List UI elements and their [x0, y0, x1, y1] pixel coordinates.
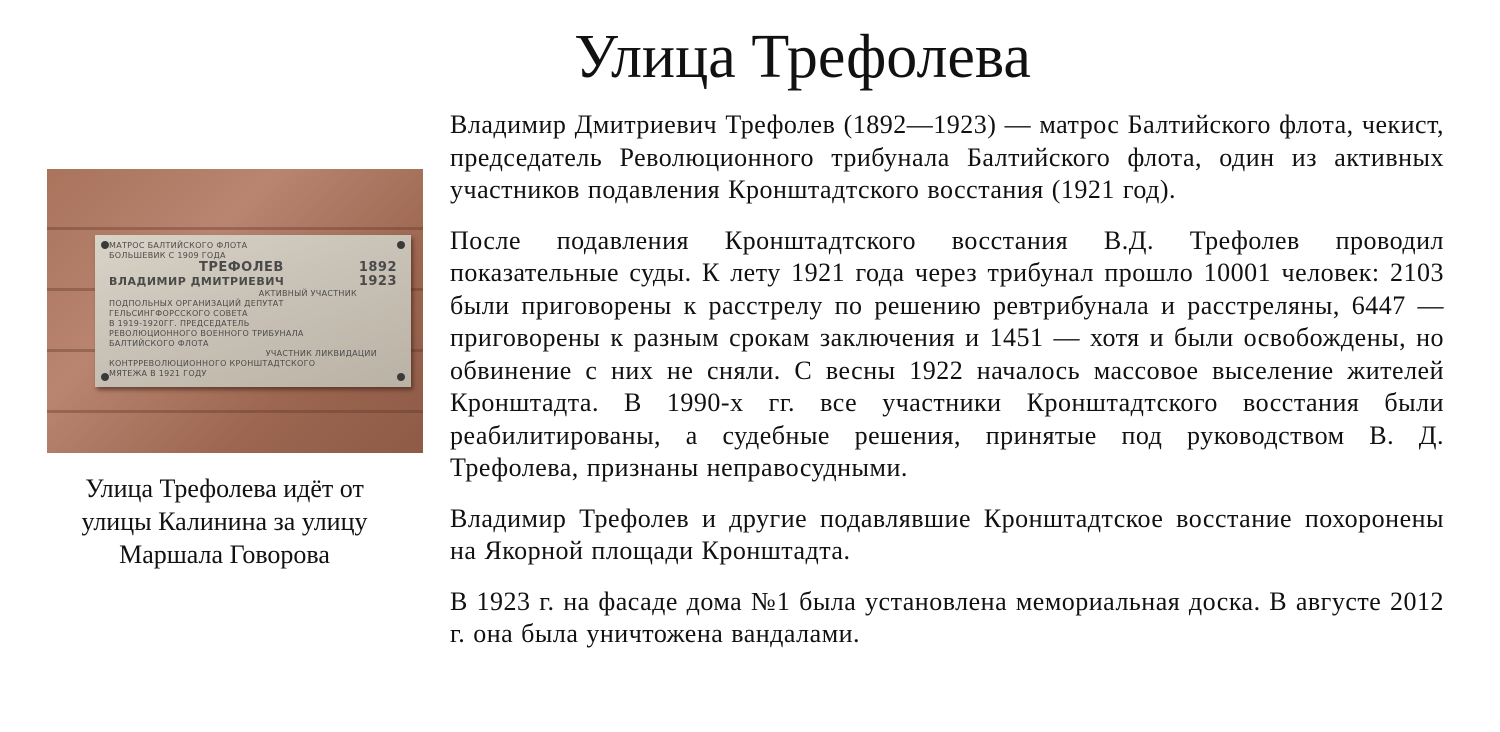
plaque-line: КОНТРРЕВОЛЮЦИОННОГО КРОНШТАДТСКОГО: [109, 359, 316, 368]
plaque-line: МЯТЕЖА В 1921 ГОДУ: [109, 369, 207, 378]
memorial-plaque: [95, 235, 411, 387]
plaque-bolt: [397, 241, 405, 249]
paragraph: Владимир Дмитриевич Трефолев (1892—1923) — матрос Балтийского флота, чекист, председатель Революционного трибунала Балтийского флота, один из активных участников подавления Кронштадтского восстания (1921 год).: [450, 110, 1444, 204]
figure-caption: Улица Трефолева идёт от улицы Калинина за улицу Маршала Говорова: [81, 474, 368, 569]
paragraph: В 1923 г. на фасаде дома №1 была установлена мемориальная доска. В августе 2012 г. она была уничтожена вандалами.: [450, 586, 1444, 648]
plaque-surname: ТРЕФОЛЕВ: [199, 260, 284, 275]
plaque-bolt: [101, 373, 109, 381]
plaque-line: РЕВОЛЮЦИОННОГО ВОЕННОГО ТРИБУНАЛА: [109, 329, 304, 338]
plaque-line: АКТИВНЫЙ УЧАСТНИК: [258, 289, 357, 298]
memorial-plaque-photo: [47, 169, 423, 453]
plaque-year-start: 1892: [358, 260, 397, 275]
plaque-line: БАЛТИЙСКОГО ФЛОТА: [109, 339, 209, 348]
plaque-bolt: [101, 241, 109, 249]
plaque-line: В 1919-1920ГГ. ПРЕДСЕДАТЕЛЬ: [109, 319, 250, 328]
plaque-name: ВЛАДИМИР ДМИТРИЕВИЧ: [109, 275, 285, 288]
plaque-line: ГЕЛЬСИНГФОРССКОГО СОВЕТА: [109, 309, 248, 318]
plaque-line: БОЛЬШЕВИК С 1909 ГОДА: [109, 251, 226, 260]
paragraph: Владимир Трефолев и другие подавлявшие Кронштадтское восстание похоронены на Якорной площади Кронштадта.: [450, 503, 1444, 565]
plaque-line: ПОДПОЛЬНЫХ ОРГАНИЗАЦИЙ ДЕПУТАТ: [109, 299, 284, 308]
article-body: [450, 109, 1444, 669]
plaque-bolt: [397, 373, 405, 381]
plaque-line: УЧАСТНИК ЛИКВИДАЦИИ: [265, 349, 377, 358]
page-title: Улица Трефолева: [574, 23, 1031, 91]
paragraph: После подавления Кронштадтского восстания В.Д. Трефолев проводил показательные суды. К лету 1921 года через трибунал прошло 10001 человек: 2103 были приговорены к расстрелу по решению ревтрибунала и расстреляны, 6447 — приговорены к разным срокам заключения и 1451 — хотя и были освобождены, но обвинение с них не сняли. С весны 1922 началось массовое выселение жителей Кронштадта. В 1990-х гг. все участники Кронштадтского восстания были реабилитированы, а судебные решения, принятые под руководством В. Д. Трефолева, признаны неправосудными.: [450, 225, 1444, 482]
plaque-line: МАТРОС БАЛТИЙСКОГО ФЛОТА: [109, 241, 248, 250]
plaque-year-end: 1923: [358, 274, 397, 289]
